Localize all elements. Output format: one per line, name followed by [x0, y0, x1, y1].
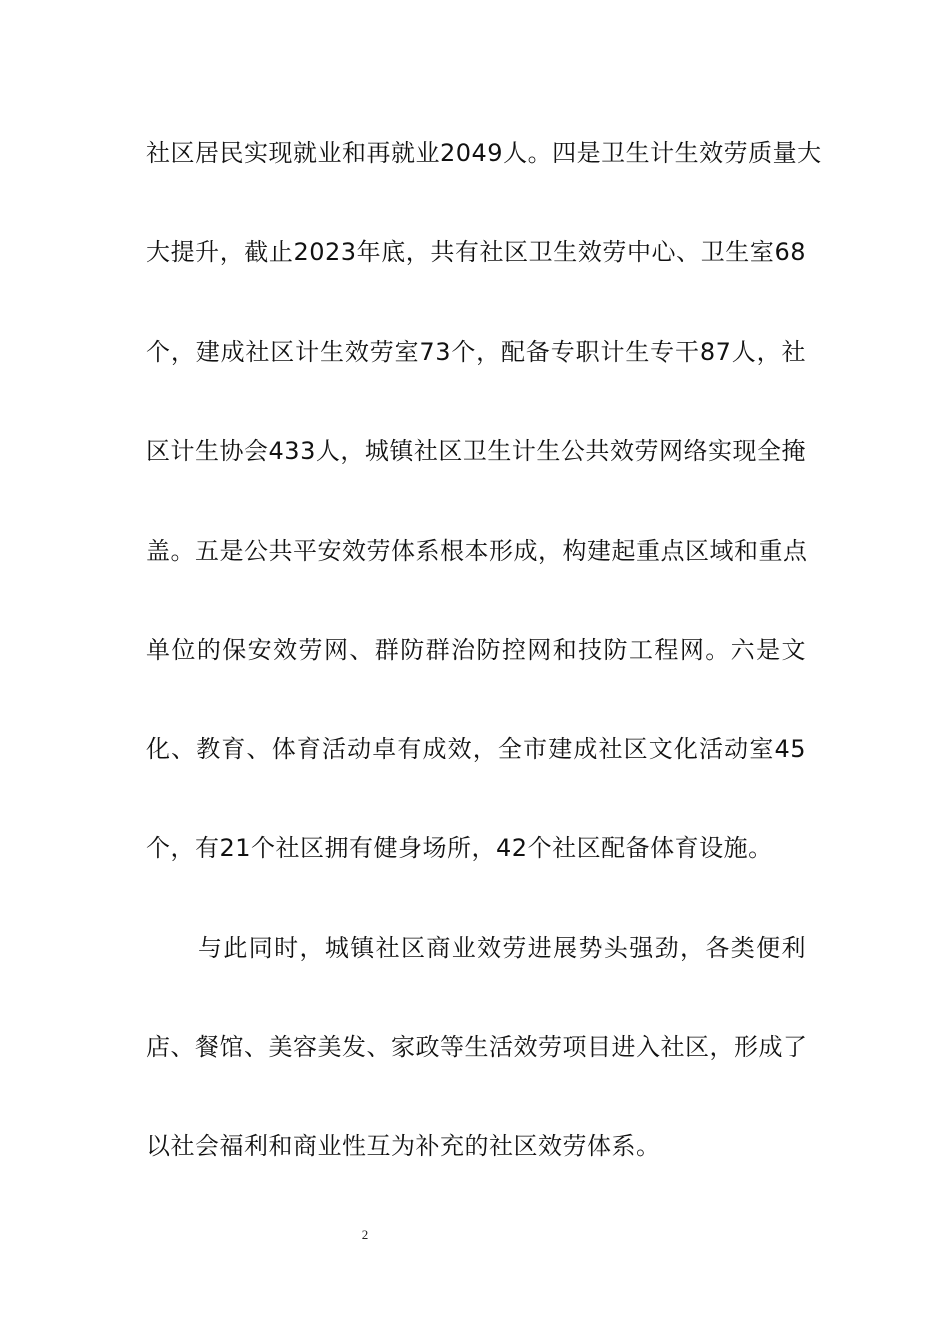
paragraph-line-4: 区计生协会433人，城镇社区卫生计生公共效劳网络实现全掩: [146, 437, 806, 465]
paragraph-line-2: 大提升，截止2023年底，共有社区卫生效劳中心、卫生室68: [146, 238, 806, 266]
paragraph-line-11: 以社会福利和商业性互为补充的社区效劳体系。: [146, 1132, 661, 1160]
paragraph-line-8: 个，有21个社区拥有健身场所，42个社区配备体育设施。: [146, 834, 773, 862]
paragraph-line-5: 盖。五是公共平安效劳体系根本形成，构建起重点区域和重点: [146, 537, 808, 565]
paragraph-line-3: 个，建成社区计生效劳室73个，配备专职计生专干87人，社: [146, 338, 806, 366]
page-number: 2: [361, 1227, 369, 1242]
paragraph-line-7: 化、教育、体育活动卓有成效，全市建成社区文化活动室45: [146, 735, 806, 763]
paragraph-line-9: 与此同时，城镇社区商业效劳进展势头强劲，各类便利: [198, 934, 806, 962]
paragraph-line-6: 单位的保安效劳网、群防群治防控网和技防工程网。六是文: [146, 636, 806, 664]
paragraph-line-1: 社区居民实现就业和再就业2049人。四是卫生计生效劳质量大: [146, 139, 822, 167]
paragraph-line-10: 店、餐馆、美容美发、家政等生活效劳项目进入社区，形成了: [146, 1033, 808, 1061]
